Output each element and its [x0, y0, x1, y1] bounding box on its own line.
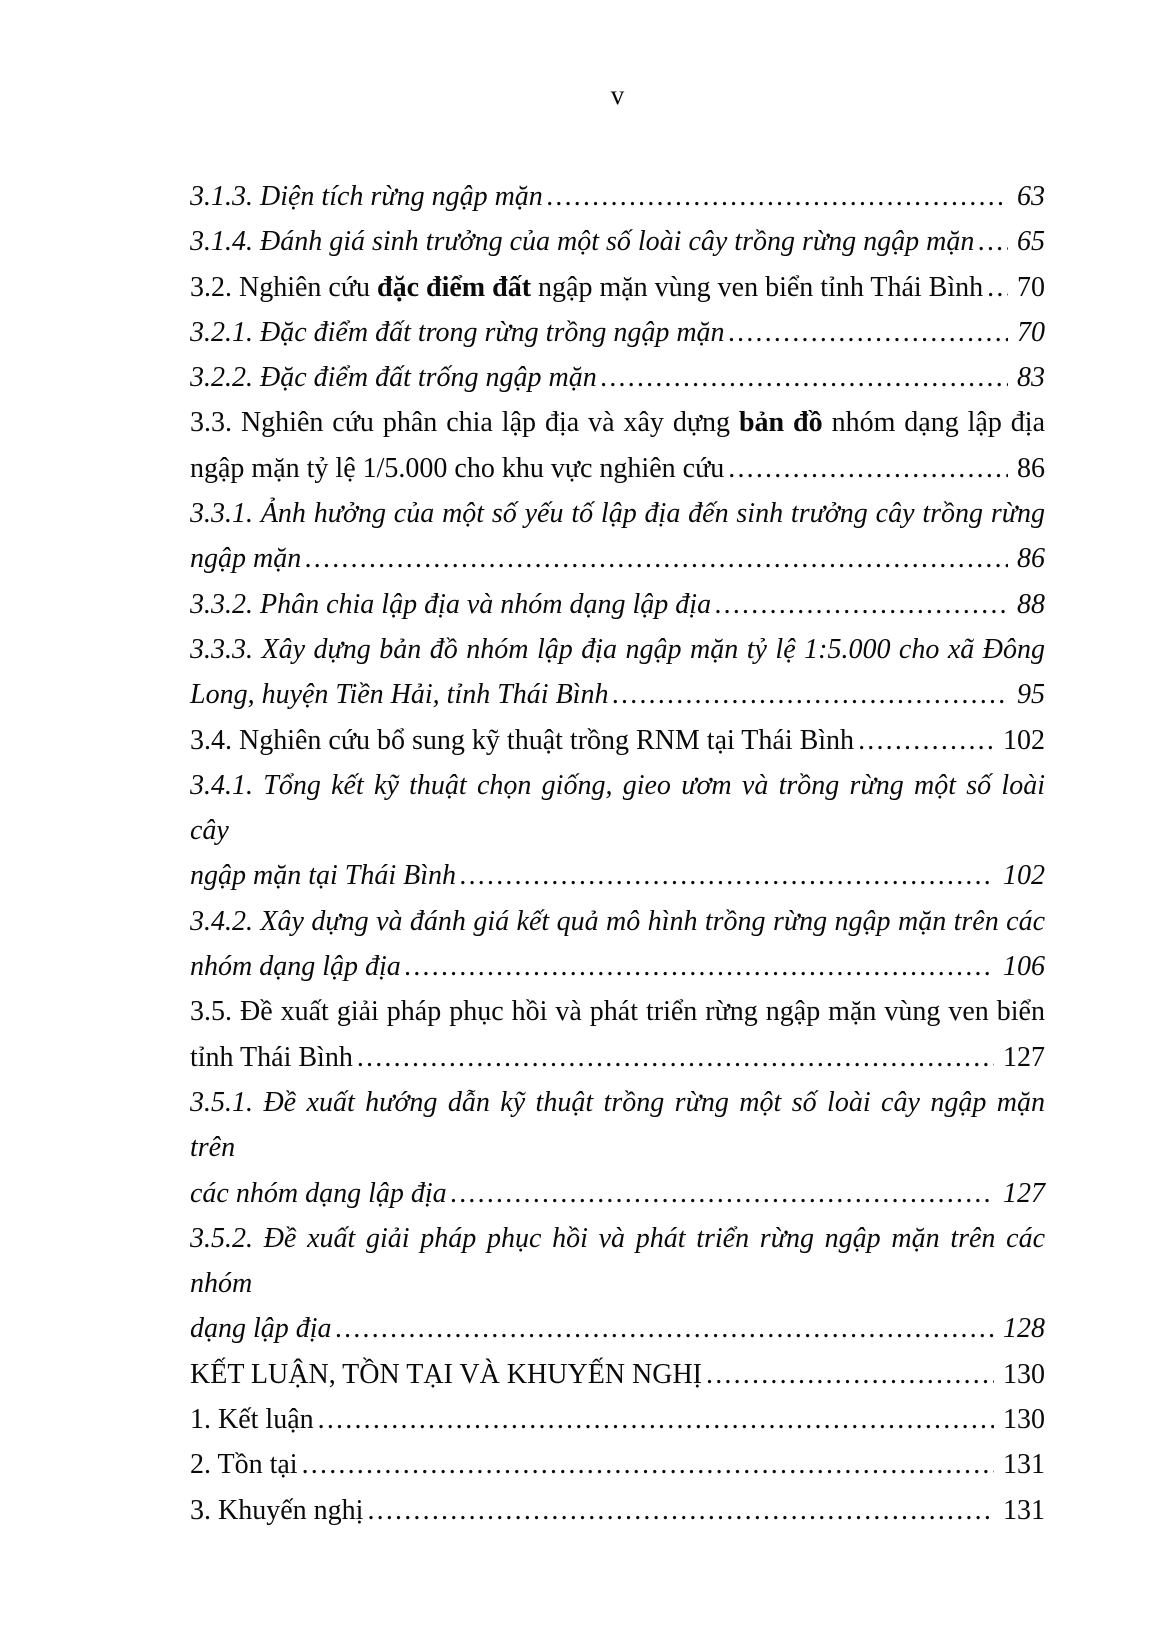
toc-leader-dots — [305, 536, 1008, 581]
toc-entry-line — [190, 763, 1045, 854]
toc-leader-dots — [612, 672, 1008, 717]
toc-leader-dots — [547, 174, 1008, 219]
toc-entry-line — [190, 400, 1045, 445]
toc-text-run: ngập mặn tỷ lệ 1/5.000 cho khu vực nghiên cứu — [190, 452, 725, 484]
toc-page-number: 63 — [1017, 181, 1045, 212]
toc-entry-title — [190, 446, 724, 491]
page-number-header: v — [610, 80, 625, 110]
toc-leader-dots — [987, 265, 1008, 310]
toc-entry-title — [190, 1171, 447, 1216]
toc-page-number: 83 — [1017, 362, 1045, 394]
toc-entry-title — [190, 1397, 314, 1442]
toc-entry — [190, 989, 1045, 1080]
toc-entry-last-line — [190, 310, 1045, 355]
toc-text-run: 3.1.3. Diện tích rừng ngập mặn — [190, 181, 543, 212]
toc-text-run: 3.4. Nghiên cứu bổ sung kỹ thuật trồng RNM tại Thái Bình — [190, 724, 855, 756]
toc-text-run: 3.5.1. Đề xuất hướng dẫn kỹ thuật trồng rừng một số loài cây ngập mặn trên — [190, 1086, 1045, 1164]
toc-text-run: 3.3. Nghiên cứu phân chia lập địa và xây dựng — [190, 407, 739, 439]
toc-leader-dots — [715, 582, 1008, 627]
toc-entry-title — [190, 1306, 332, 1351]
toc-entry-title — [190, 853, 456, 898]
toc-entry-last-line — [190, 355, 1045, 400]
toc-page-number: 102 — [1003, 860, 1045, 892]
toc-page-number: 65 — [1017, 226, 1045, 258]
toc-list — [190, 174, 1045, 1533]
toc-page-number: 130 — [1003, 1404, 1045, 1436]
toc-page-number: 88 — [1017, 588, 1045, 620]
toc-text-run: 2. Tồn tại — [190, 1449, 298, 1481]
toc-entry-last-line — [190, 1306, 1045, 1351]
toc-page-number: 102 — [1003, 724, 1045, 756]
toc-entry — [190, 763, 1045, 899]
toc-text-run: 3. Khuyến nghị — [190, 1494, 364, 1526]
toc-entry — [190, 1488, 1045, 1533]
toc-entry — [190, 1397, 1045, 1442]
toc-entry-line — [190, 899, 1045, 944]
toc-entry-title — [190, 1488, 363, 1533]
toc-text-run: nhóm dạng lập địa — [822, 407, 1046, 439]
toc-text-run: 3.3.3. Xây dựng bản đồ nhóm lập địa ngập mặn tỷ lệ 1:5.000 cho xã Đông — [190, 633, 1045, 665]
toc-entry-last-line — [190, 1488, 1045, 1533]
toc-entry-last-line — [190, 1397, 1045, 1442]
toc-leader-dots — [336, 1306, 994, 1351]
toc-entry-title — [190, 944, 401, 989]
toc-entry — [190, 174, 1045, 219]
toc-leader-dots — [451, 1171, 994, 1216]
toc-text-run-bold: bản đồ — [738, 407, 823, 439]
toc-text-run: dạng lập địa — [190, 1313, 332, 1345]
toc-text-run: 3.5.2. Đề xuất giải pháp phục hồi và phát triển rừng ngập mặn trên các nhóm — [190, 1222, 1045, 1300]
toc-entry-title — [190, 1352, 702, 1397]
toc-page-number: 86 — [1017, 543, 1045, 575]
toc-entry — [190, 1442, 1045, 1487]
toc-entry-title — [190, 265, 983, 310]
toc-leader-dots — [728, 446, 1008, 491]
toc-entry-last-line — [190, 446, 1045, 491]
toc-text-run: nhóm dạng lập địa — [190, 951, 401, 983]
toc-entry-last-line — [190, 944, 1045, 989]
toc-entry-title — [190, 536, 301, 581]
toc-entry — [190, 265, 1045, 310]
toc-text-run: 3.5. Đề xuất giải pháp phục hồi và phát triển rừng ngập mặn vùng ven biển — [190, 996, 1045, 1028]
toc-entry-last-line — [190, 582, 1045, 627]
toc-entry-last-line — [190, 1442, 1045, 1487]
toc-leader-dots — [601, 355, 1008, 400]
toc-text-run: 1. Kết luận — [190, 1404, 314, 1436]
toc-entry — [190, 355, 1045, 400]
toc-text-run: 3.3.1. Ảnh hưởng của một số yếu tố lập địa đến sinh trưởng cây trồng rừng — [190, 498, 1045, 530]
toc-leader-dots — [460, 853, 994, 898]
toc-entry — [190, 400, 1045, 491]
toc-entry — [190, 1080, 1045, 1216]
toc-entry — [190, 899, 1045, 990]
toc-entry — [190, 582, 1045, 627]
toc-leader-dots — [858, 718, 994, 763]
toc-text-run: Long, huyện Tiền Hải, tỉnh Thái Bình — [190, 679, 609, 711]
toc-page-number: 70 — [1017, 271, 1045, 303]
toc-page-number: 131 — [1003, 1494, 1045, 1526]
toc-entry-last-line — [190, 174, 1045, 219]
toc-leader-dots — [706, 1352, 994, 1397]
toc-entry-title — [190, 174, 543, 219]
toc-page-number: 106 — [1003, 951, 1045, 983]
toc-entry — [190, 491, 1045, 582]
toc-entry-line — [190, 1216, 1045, 1307]
toc-page-number: 95 — [1017, 679, 1045, 711]
toc-leader-dots — [405, 944, 994, 989]
toc-entry-title — [190, 219, 974, 264]
toc-leader-dots — [318, 1397, 994, 1442]
toc-text-run: 3.2. Nghiên cứu — [190, 271, 378, 303]
toc-entry-last-line — [190, 672, 1045, 717]
toc-text-run: tỉnh Thái Bình — [190, 1041, 353, 1073]
toc-entry — [190, 627, 1045, 718]
toc-entry-title — [190, 355, 597, 400]
toc-entry-title — [190, 1035, 353, 1080]
toc-text-run: ngập mặn — [190, 543, 302, 575]
toc-entry-title — [190, 582, 711, 627]
toc-page-number: 70 — [1017, 316, 1045, 348]
toc-entry-last-line — [190, 265, 1045, 310]
toc-text-run: KẾT LUẬN, TỒN TẠI VÀ KHUYẾN NGHỊ — [190, 1358, 702, 1390]
toc-text-run: các nhóm dạng lập địa — [190, 1177, 447, 1209]
toc-page-number: 131 — [1003, 1449, 1045, 1481]
toc-text-run: 3.4.2. Xây dựng và đánh giá kết quả mô hình trồng rừng ngập mặn trên các — [190, 905, 1045, 937]
toc-entry-title — [190, 310, 725, 355]
toc-entry-last-line — [190, 1352, 1045, 1397]
toc-entry-last-line — [190, 853, 1045, 898]
toc-entry-last-line — [190, 718, 1045, 763]
toc-entry-title — [190, 672, 608, 717]
toc-leader-dots — [357, 1035, 994, 1080]
toc-entry — [190, 1352, 1045, 1397]
toc-entry-title — [190, 1442, 298, 1487]
toc-leader-dots — [367, 1488, 994, 1533]
toc-page-number: 128 — [1003, 1313, 1045, 1345]
toc-entry-line — [190, 1080, 1045, 1171]
toc-entry — [190, 1216, 1045, 1352]
toc-leader-dots — [729, 310, 1008, 355]
toc-entry-line — [190, 627, 1045, 672]
toc-entry-line — [190, 491, 1045, 536]
toc-text-run: ngập mặn tại Thái Bình — [190, 860, 457, 892]
toc-entry-title — [190, 718, 854, 763]
toc-text-run: 3.3.2. Phân chia lập địa và nhóm dạng lập địa — [190, 588, 712, 620]
toc-text-run: 3.4.1. Tổng kết kỹ thuật chọn giống, gieo ươm và trồng rừng một số loài cây — [190, 769, 1045, 847]
toc-text-run: 3.1.4. Đánh giá sinh trưởng của một số loài cây trồng rừng ngập mặn — [190, 226, 975, 258]
toc-text-run: ngập mặn vùng ven biển tỉnh Thái Bình — [531, 271, 984, 303]
toc-entry — [190, 718, 1045, 763]
toc-leader-dots — [978, 219, 1008, 264]
toc-entry — [190, 310, 1045, 355]
toc-entry-last-line — [190, 1171, 1045, 1216]
toc-page-number: 127 — [1003, 1041, 1045, 1073]
toc-entry — [190, 219, 1045, 264]
toc-text-run-bold: đặc điểm đất — [377, 271, 532, 303]
toc-page-number: 86 — [1017, 452, 1045, 484]
toc-text-run: 3.2.2. Đặc điểm đất trống ngập mặn — [190, 362, 597, 394]
toc-page-number: 127 — [1003, 1177, 1045, 1209]
toc-leader-dots — [302, 1442, 994, 1487]
toc-entry-last-line — [190, 1035, 1045, 1080]
toc-entry-line — [190, 989, 1045, 1034]
toc-entry-last-line — [190, 536, 1045, 581]
toc-page-number: 130 — [1003, 1358, 1045, 1390]
toc-text-run: 3.2.1. Đặc điểm đất trong rừng trồng ngập mặn — [190, 316, 725, 348]
toc-entry-last-line — [190, 219, 1045, 264]
